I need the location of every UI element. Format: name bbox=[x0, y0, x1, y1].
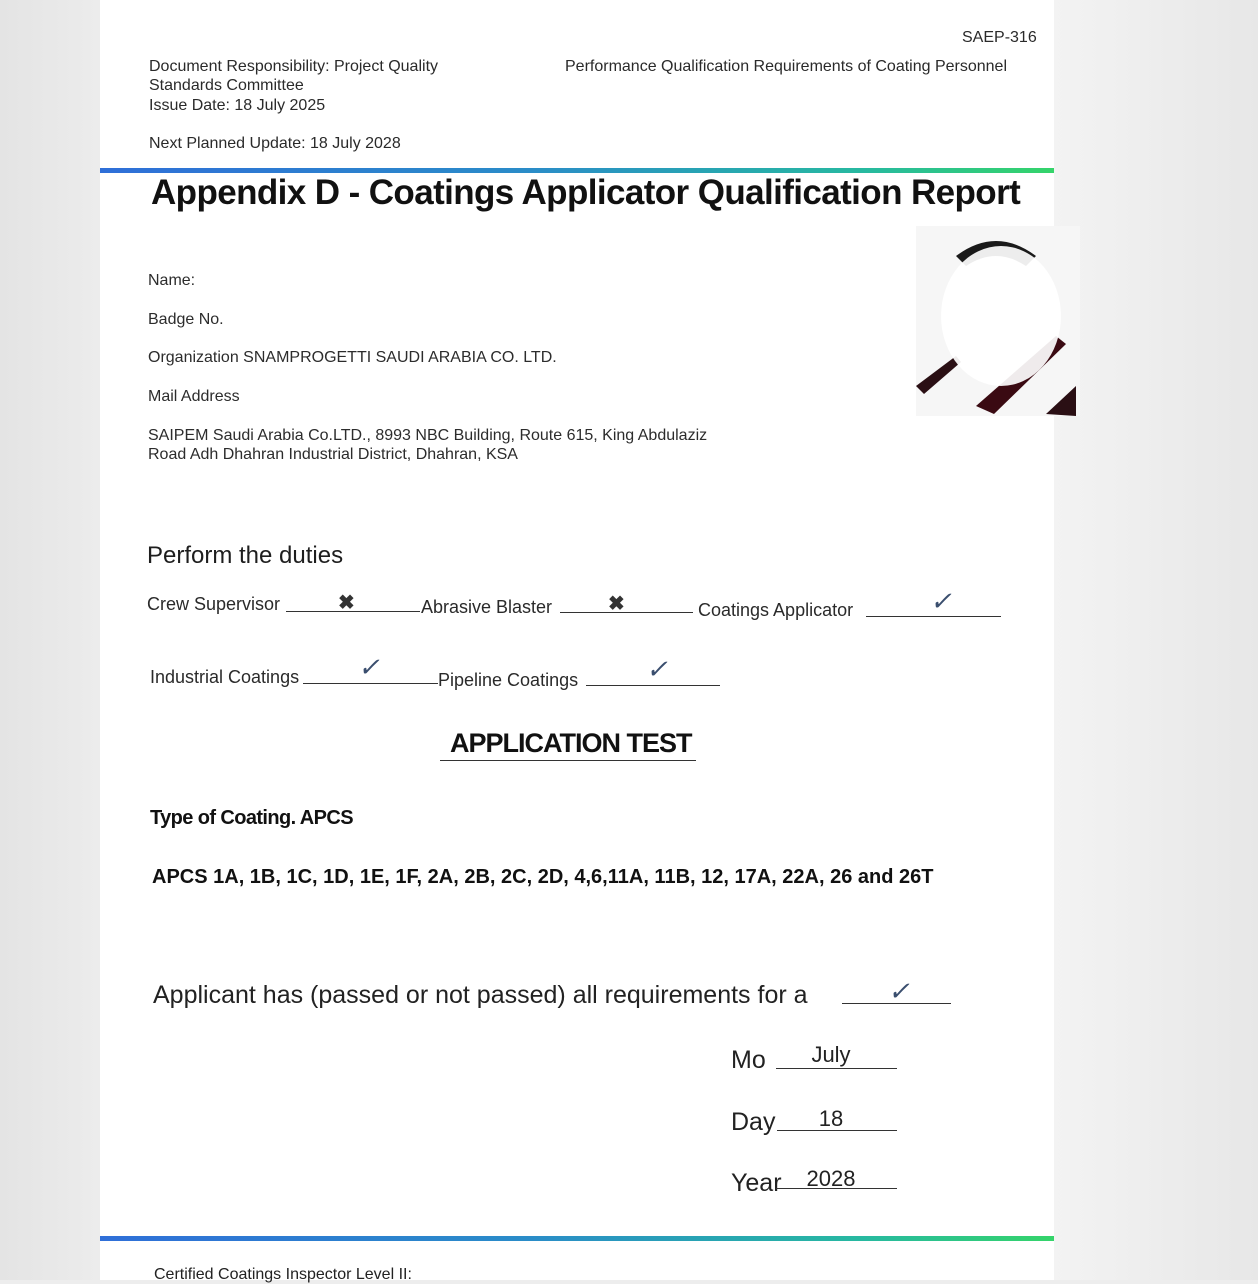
abrasive-blaster-line bbox=[560, 612, 693, 613]
badge-label: Badge No. bbox=[148, 311, 224, 328]
footer-rule bbox=[100, 1236, 1054, 1241]
pipeline-coatings-label: Pipeline Coatings bbox=[438, 670, 579, 690]
applicant-photo bbox=[916, 226, 1080, 416]
month-line bbox=[776, 1068, 897, 1069]
next-update: Next Planned Update: 18 July 2028 bbox=[149, 135, 401, 152]
pipeline-coatings-check-icon: ✓ bbox=[646, 654, 668, 684]
day-label: Day bbox=[731, 1108, 776, 1136]
address-line1: SAIPEM Saudi Arabia Co.LTD., 8993 NBC Building, Route 615, King Abdulaziz bbox=[148, 427, 708, 444]
mail-label: Mail Address bbox=[148, 388, 240, 405]
application-test-heading: APPLICATION TEST bbox=[450, 728, 692, 758]
coatings-applicator-check-icon: ✓ bbox=[930, 586, 952, 616]
background-right bbox=[1054, 0, 1258, 1280]
name-label: Name: bbox=[148, 272, 196, 289]
industrial-coatings-line bbox=[303, 683, 438, 684]
doc-code: SAEP-316 bbox=[962, 29, 1037, 46]
organization-field: Organization SNAMPROGETTI SAUDI ARABIA CO. LTD. bbox=[148, 349, 557, 366]
responsibility-line2: Standards Committee bbox=[149, 77, 304, 94]
year-label: Year bbox=[731, 1169, 782, 1197]
abrasive-blaster-x-icon: ✖ bbox=[608, 593, 625, 615]
abrasive-blaster-label: Abrasive Blaster bbox=[421, 597, 553, 617]
responsibility-line1: Document Responsibility: Project Quality bbox=[149, 58, 439, 75]
day-value: 18 bbox=[818, 1106, 844, 1131]
crew-supervisor-label: Crew Supervisor bbox=[147, 594, 281, 614]
type-of-coating: Type of Coating. APCS bbox=[150, 807, 353, 829]
issue-date: Issue Date: 18 July 2025 bbox=[149, 97, 326, 114]
industrial-coatings-check-icon: ✓ bbox=[358, 652, 380, 682]
doc-title: Performance Qualification Requirements of Coating Personnel bbox=[565, 58, 1008, 75]
document-page bbox=[100, 0, 1054, 1283]
address-line2: Road Adh Dhahran Industrial District, Dhahran, KSA bbox=[148, 446, 518, 463]
year-value: 2028 bbox=[806, 1166, 856, 1191]
applicant-result-check-icon: ✓ bbox=[888, 976, 910, 1006]
duties-heading: Perform the duties bbox=[147, 542, 344, 569]
coatings-applicator-label: Coatings Applicator bbox=[698, 600, 854, 620]
pipeline-coatings-line bbox=[586, 685, 720, 686]
page-title: Appendix D - Coatings Applicator Qualification Report bbox=[151, 173, 1021, 212]
applicant-statement: Applicant has (passed or not passed) all requirements for a bbox=[153, 981, 808, 1009]
apcs-list: APCS 1A, 1B, 1C, 1D, 1E, 1F, 2A, 2B, 2C, 2D, 4,6,11A, 11B, 12, 17A, 22A, 26 and 26T bbox=[152, 866, 934, 888]
certified-inspector-label: Certified Coatings Inspector Level II: bbox=[154, 1266, 412, 1283]
month-value: July bbox=[811, 1042, 851, 1067]
redacted-photo-icon bbox=[916, 226, 1080, 416]
background-left bbox=[0, 0, 100, 1280]
application-test-underline bbox=[440, 760, 696, 761]
month-label: Mo bbox=[731, 1046, 766, 1074]
crew-supervisor-x-icon: ✖ bbox=[338, 592, 355, 614]
industrial-coatings-label: Industrial Coatings bbox=[150, 667, 300, 687]
